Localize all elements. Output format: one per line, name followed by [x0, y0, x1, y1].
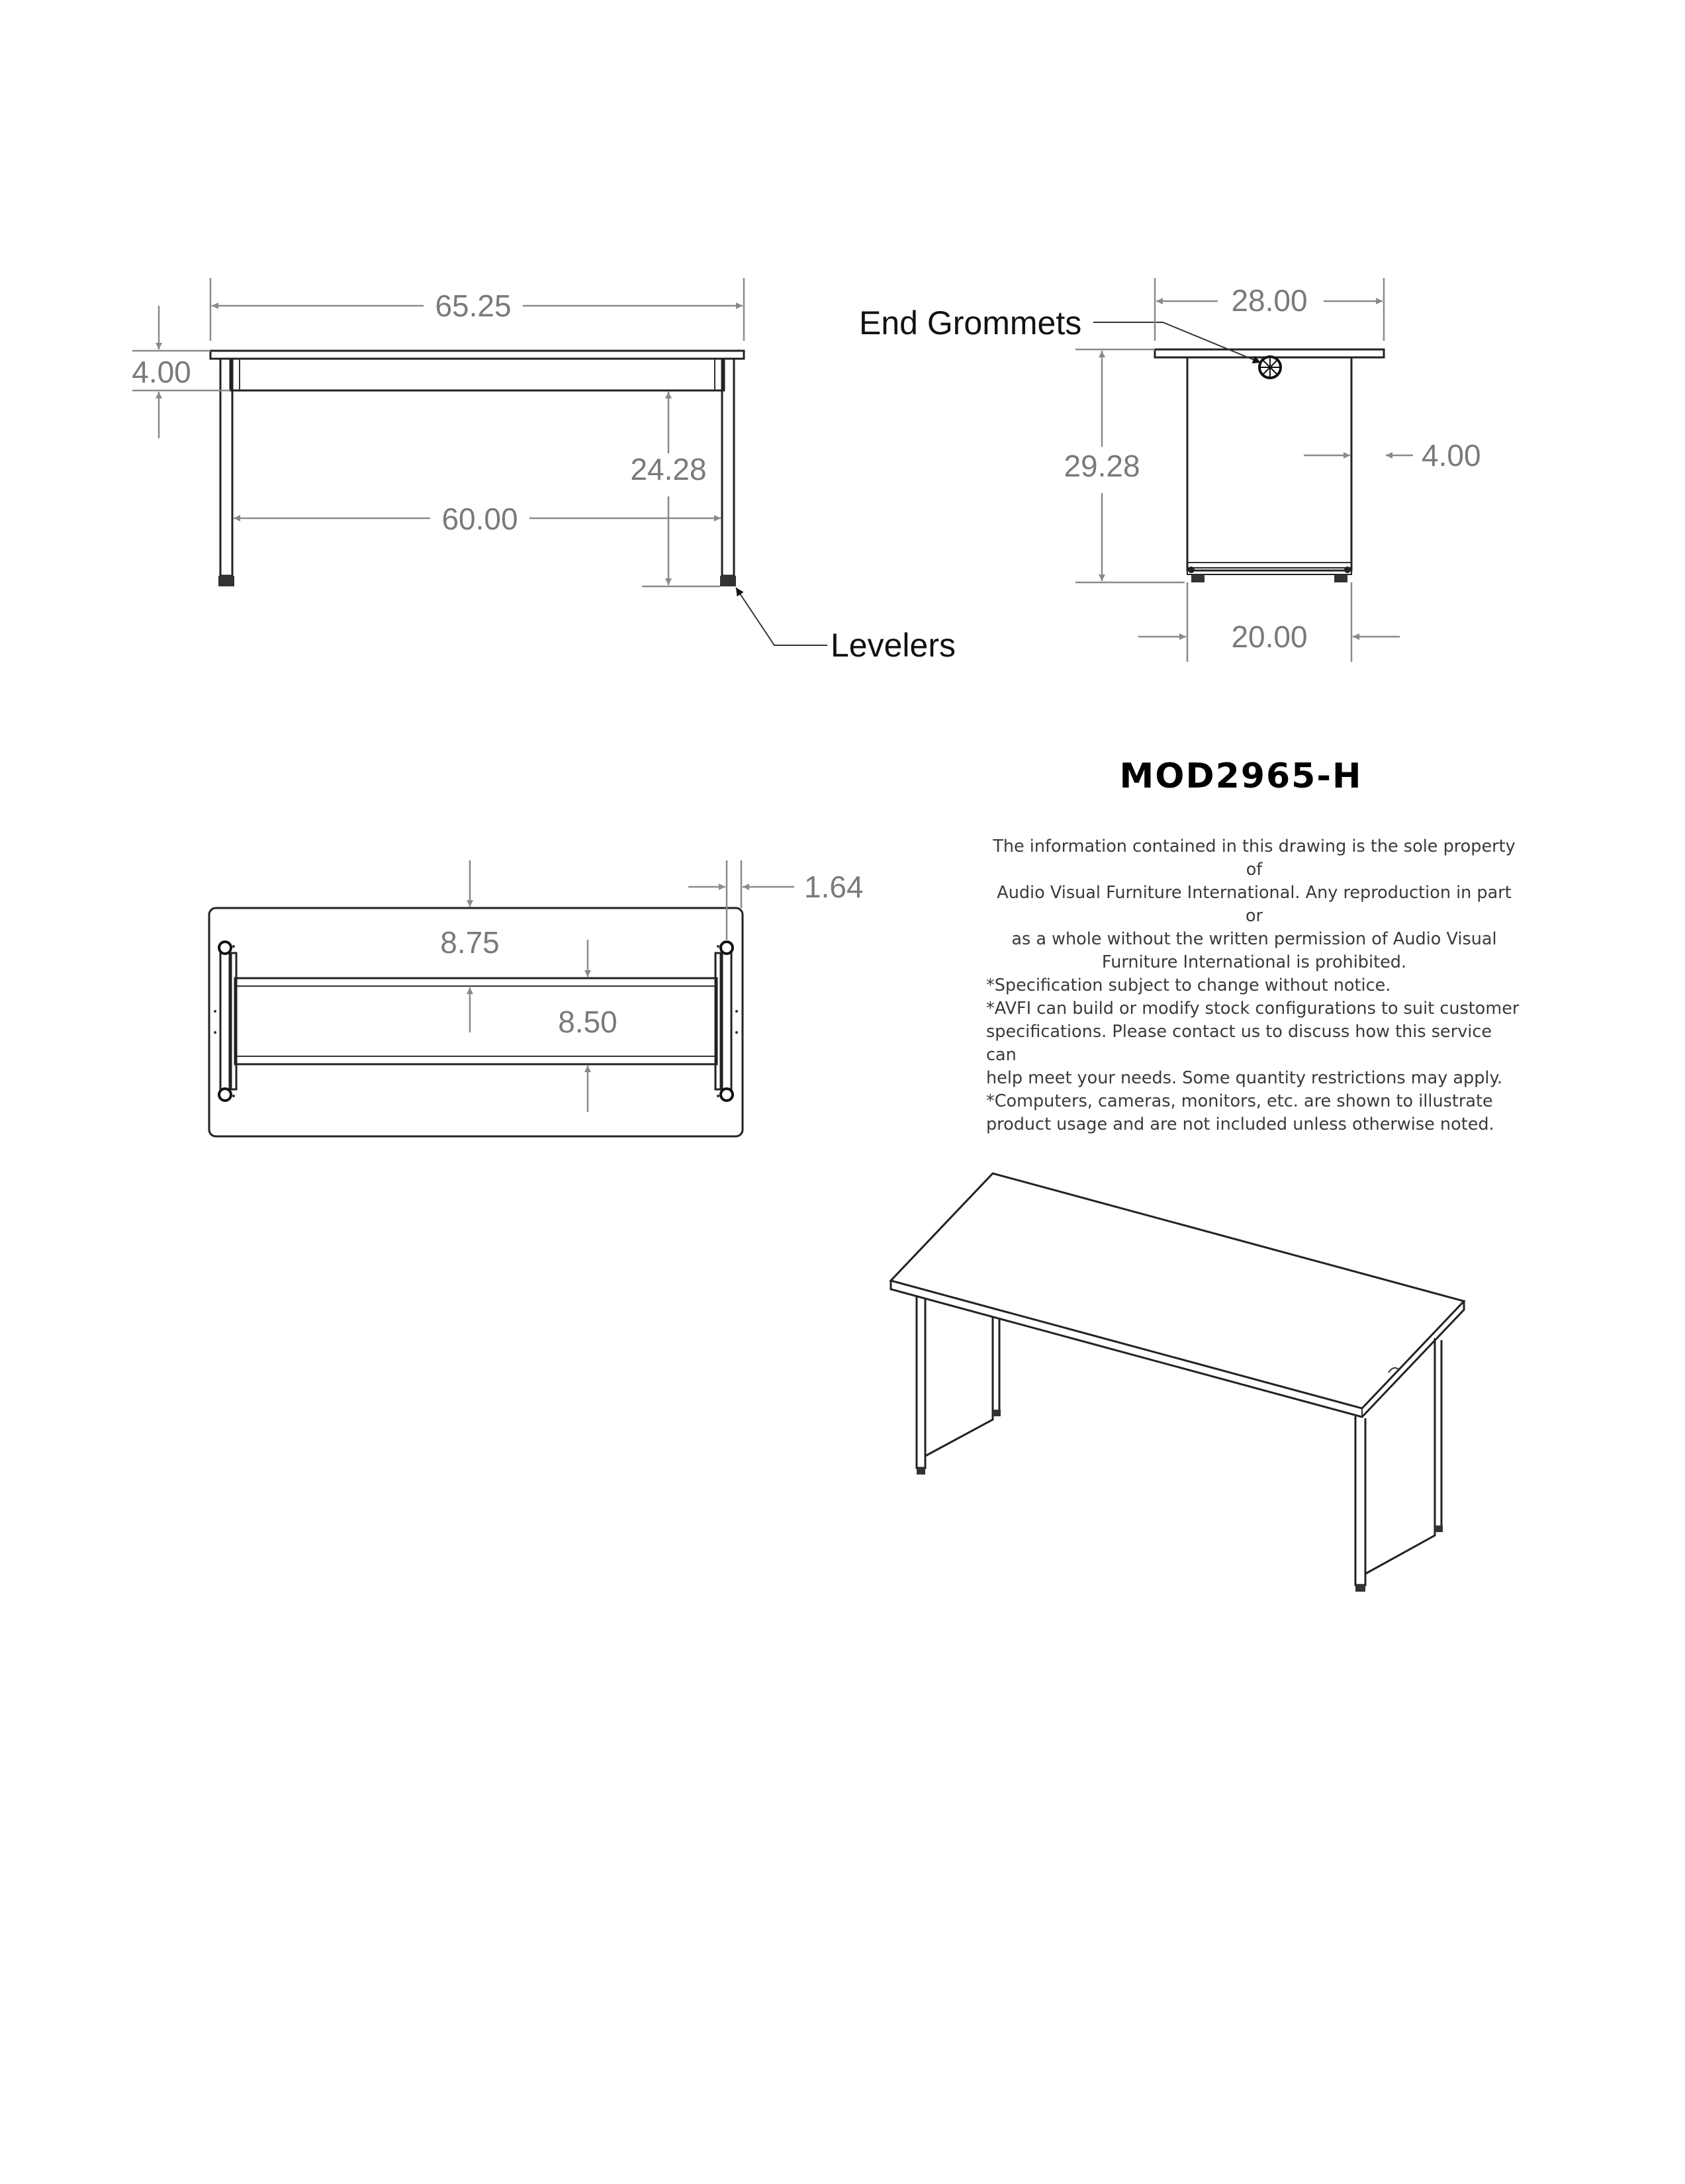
side-panel	[1187, 357, 1351, 570]
dim-leg-height: 24.28	[630, 452, 707, 486]
front-view	[132, 278, 956, 664]
front-apron	[230, 359, 724, 390]
side-right-leveler	[1334, 574, 1347, 582]
front-left-leveler	[218, 576, 234, 586]
note-line: *Specification subject to change without notice.	[986, 976, 1391, 995]
ownership-line: The information contained in this drawing is the sole property of	[993, 837, 1516, 880]
front-table-top	[210, 351, 744, 359]
note-line: *AVFI can build or modify stock configurations to suit customer	[986, 999, 1520, 1019]
notes	[986, 974, 1522, 1136]
iso-tabletop	[891, 1173, 1464, 1408]
isometric-view	[891, 1173, 1464, 1592]
model-number: MOD2965-H	[1119, 756, 1363, 796]
end-grommets-label: End Grommets	[859, 304, 1082, 341]
ownership-line: Audio Visual Furniture International. Any reproduction in part or	[997, 883, 1512, 926]
iso-left-leg	[917, 1296, 925, 1468]
dim-rear-setback: 8.50	[558, 1005, 617, 1039]
note-line: help meet your needs. Some quantity restrictions may apply.	[986, 1068, 1503, 1088]
dim-front-setback: 8.75	[440, 925, 500, 960]
dim-offset: 4.00	[1422, 438, 1481, 473]
levelers-label: Levelers	[831, 627, 956, 664]
top-view	[209, 860, 864, 1136]
side-left-leveler	[1191, 574, 1205, 582]
disclaimer-block	[986, 835, 1522, 1136]
note-line: product usage and are not included unless otherwise noted.	[986, 1115, 1494, 1134]
dim-top-thickness: 4.00	[132, 355, 191, 389]
note-line: *Computers, cameras, monitors, etc. are shown to illustrate	[986, 1091, 1493, 1111]
iso-right-leg	[1355, 1416, 1365, 1585]
dim-base-width: 20.00	[1231, 619, 1308, 654]
grommet-icon	[1259, 357, 1281, 378]
ownership-line: Furniture International is prohibited.	[1101, 952, 1407, 972]
dim-end-offset: 1.64	[804, 870, 864, 904]
dim-height: 29.28	[1064, 449, 1140, 483]
front-right-leveler	[720, 576, 736, 586]
ownership-line: as a whole without the written permission of Audio Visual	[1011, 929, 1497, 949]
dim-overall-width: 65.25	[435, 289, 512, 323]
ownership-statement	[986, 835, 1522, 974]
side-view	[859, 278, 1481, 662]
dim-depth: 28.00	[1231, 283, 1308, 318]
dim-inner-width: 60.00	[441, 502, 518, 536]
note-line: specifications. Please contact us to discuss how this service can	[986, 1022, 1492, 1065]
top-view-stretcher	[235, 978, 717, 1064]
